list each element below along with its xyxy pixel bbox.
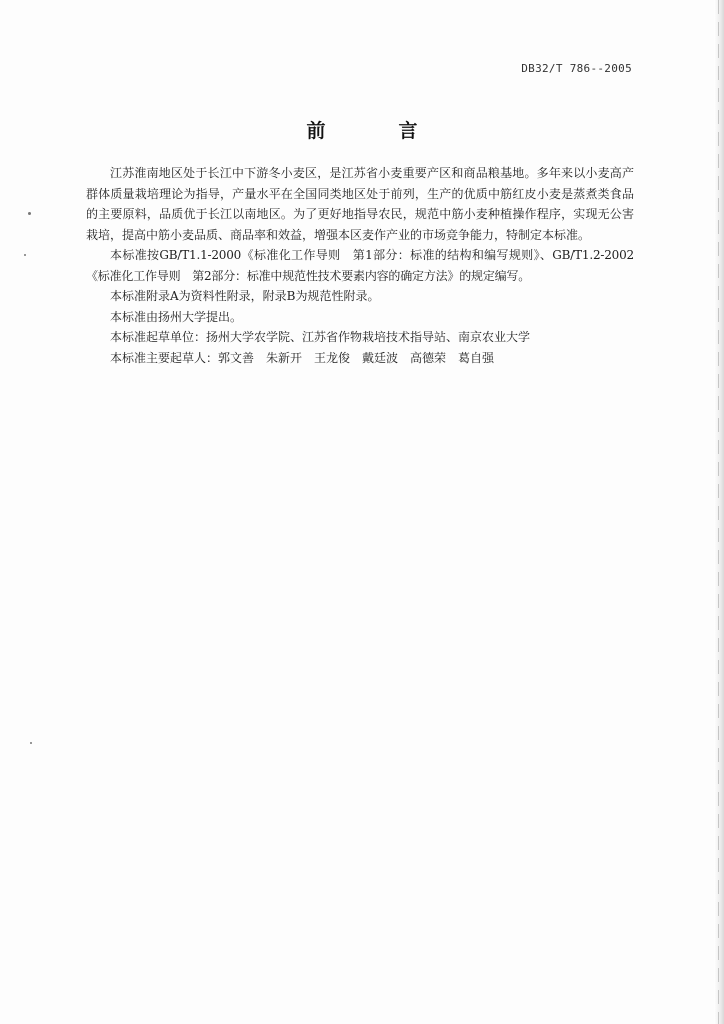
- paragraph-drafting-units: 本标准起草单位：扬州大学农学院、江苏省作物栽培技术指导站、南京农业大学: [110, 330, 531, 344]
- paragraph-appendix: 本标准附录A为资料性附录，附录B为规范性附录。: [110, 289, 380, 303]
- scan-edge: [714, 0, 724, 1024]
- foreword-body: [86, 163, 634, 368]
- scan-speck: [30, 742, 32, 744]
- title-char-yan: 言: [398, 120, 418, 142]
- paragraph-proposer: 本标准由扬州大学提出。: [110, 309, 243, 324]
- document-code: DB32/T 786--2005: [521, 62, 632, 75]
- paragraph-background: 江苏淮南地区处于长江中下游冬小麦区，是江苏省小麦重要产区和商品粮基地。多年来以小麦高产群体质量栽培理论为指导，产量水平在全国同类地区处于前列，生产的优质中筋红皮小麦是蒸煮类食品的主要原料，品质优于长江以南地区。为了更好地指导农民，规范中筋小麦种植操作程序，实现无公害栽培，提高中筋小麦品质、商品率和效益，增强本区麦作产业的市场竞争能力，特制定本标准。: [86, 166, 634, 242]
- paragraph-drafters: 本标准主要起草人：郭文善 朱新开 王龙俊 戴廷波 高德荣 葛自强: [110, 350, 495, 365]
- title-char-qian: 前: [306, 120, 326, 142]
- page-title: [0, 116, 724, 143]
- scan-speck: [28, 212, 31, 215]
- scan-speck: [24, 254, 26, 256]
- paragraph-drafting-rules: 本标准按GB/T1.1-2000《标准化工作导则 第1部分：标准的结构和编写规则》、GB/T1.2-2002《标准化工作导则 第2部分：标准中规范性技术要素内容的确定方法》的规定编写。: [86, 248, 634, 283]
